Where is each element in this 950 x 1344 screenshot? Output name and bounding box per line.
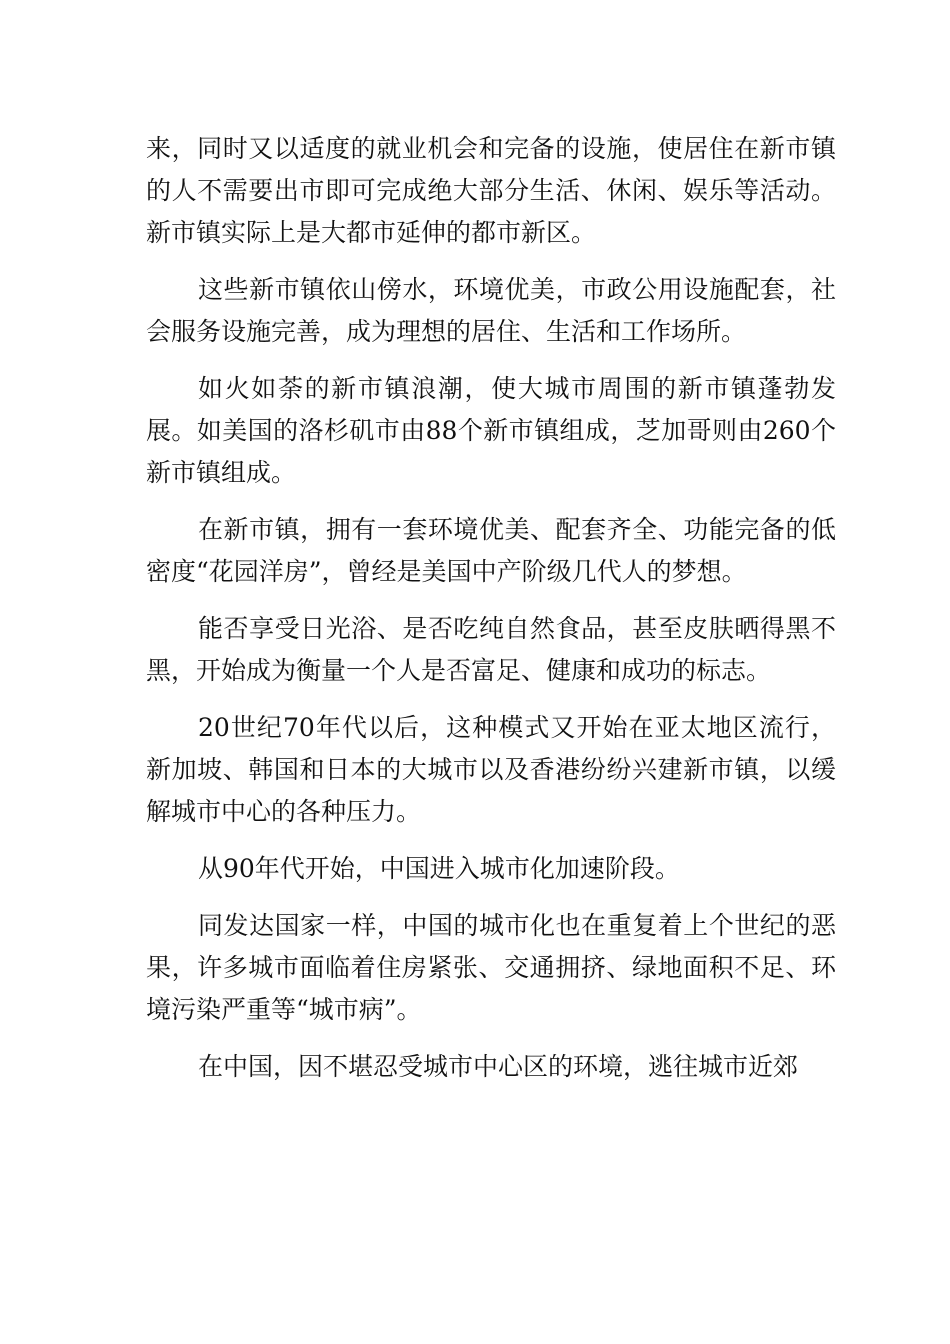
paragraph-3: 如火如荼的新市镇浪潮，使大城市周围的新市镇蓬勃发展。如美国的洛杉矶市由88个新市镇组成，芝加哥则由260个新市镇组成。	[146, 374, 836, 487]
paragraph-8: 同发达国家一样，中国的城市化也在重复着上个世纪的恶果，许多城市面临着住房紧张、交通拥挤、绿地面积不足、环境污染严重等“城市病”。	[146, 911, 836, 1024]
paragraph-7: 从90年代开始，中国进入城市化加速阶段。	[198, 854, 680, 883]
document-page	[146, 128, 836, 1103]
paragraph-6: 20世纪70年代以后，这种模式又开始在亚太地区流行，新加坡、韩国和日本的大城市以及香港纷纷兴建新市镇，以缓解城市中心的各种压力。	[146, 713, 836, 826]
paragraph-4: 在新市镇，拥有一套环境优美、配套齐全、功能完备的低密度“花园洋房”，曾经是美国中产阶级几代人的梦想。	[146, 515, 836, 586]
paragraph-2: 这些新市镇依山傍水，环境优美，市政公用设施配套，社会服务设施完善，成为理想的居住、生活和工作场所。	[146, 275, 836, 346]
paragraph-1: 来，同时又以适度的就业机会和完备的设施，使居住在新市镇的人不需要出市即可完成绝大部分生活、休闲、娱乐等活动。新市镇实际上是大都市延伸的都市新区。	[146, 134, 836, 247]
paragraph-5: 能否享受日光浴、是否吃纯自然食品，甚至皮肤晒得黑不黑，开始成为衡量一个人是否富足、健康和成功的标志。	[146, 614, 836, 685]
paragraph-9: 在中国，因不堪忍受城市中心区的环境，逃往城市近郊	[198, 1052, 799, 1081]
